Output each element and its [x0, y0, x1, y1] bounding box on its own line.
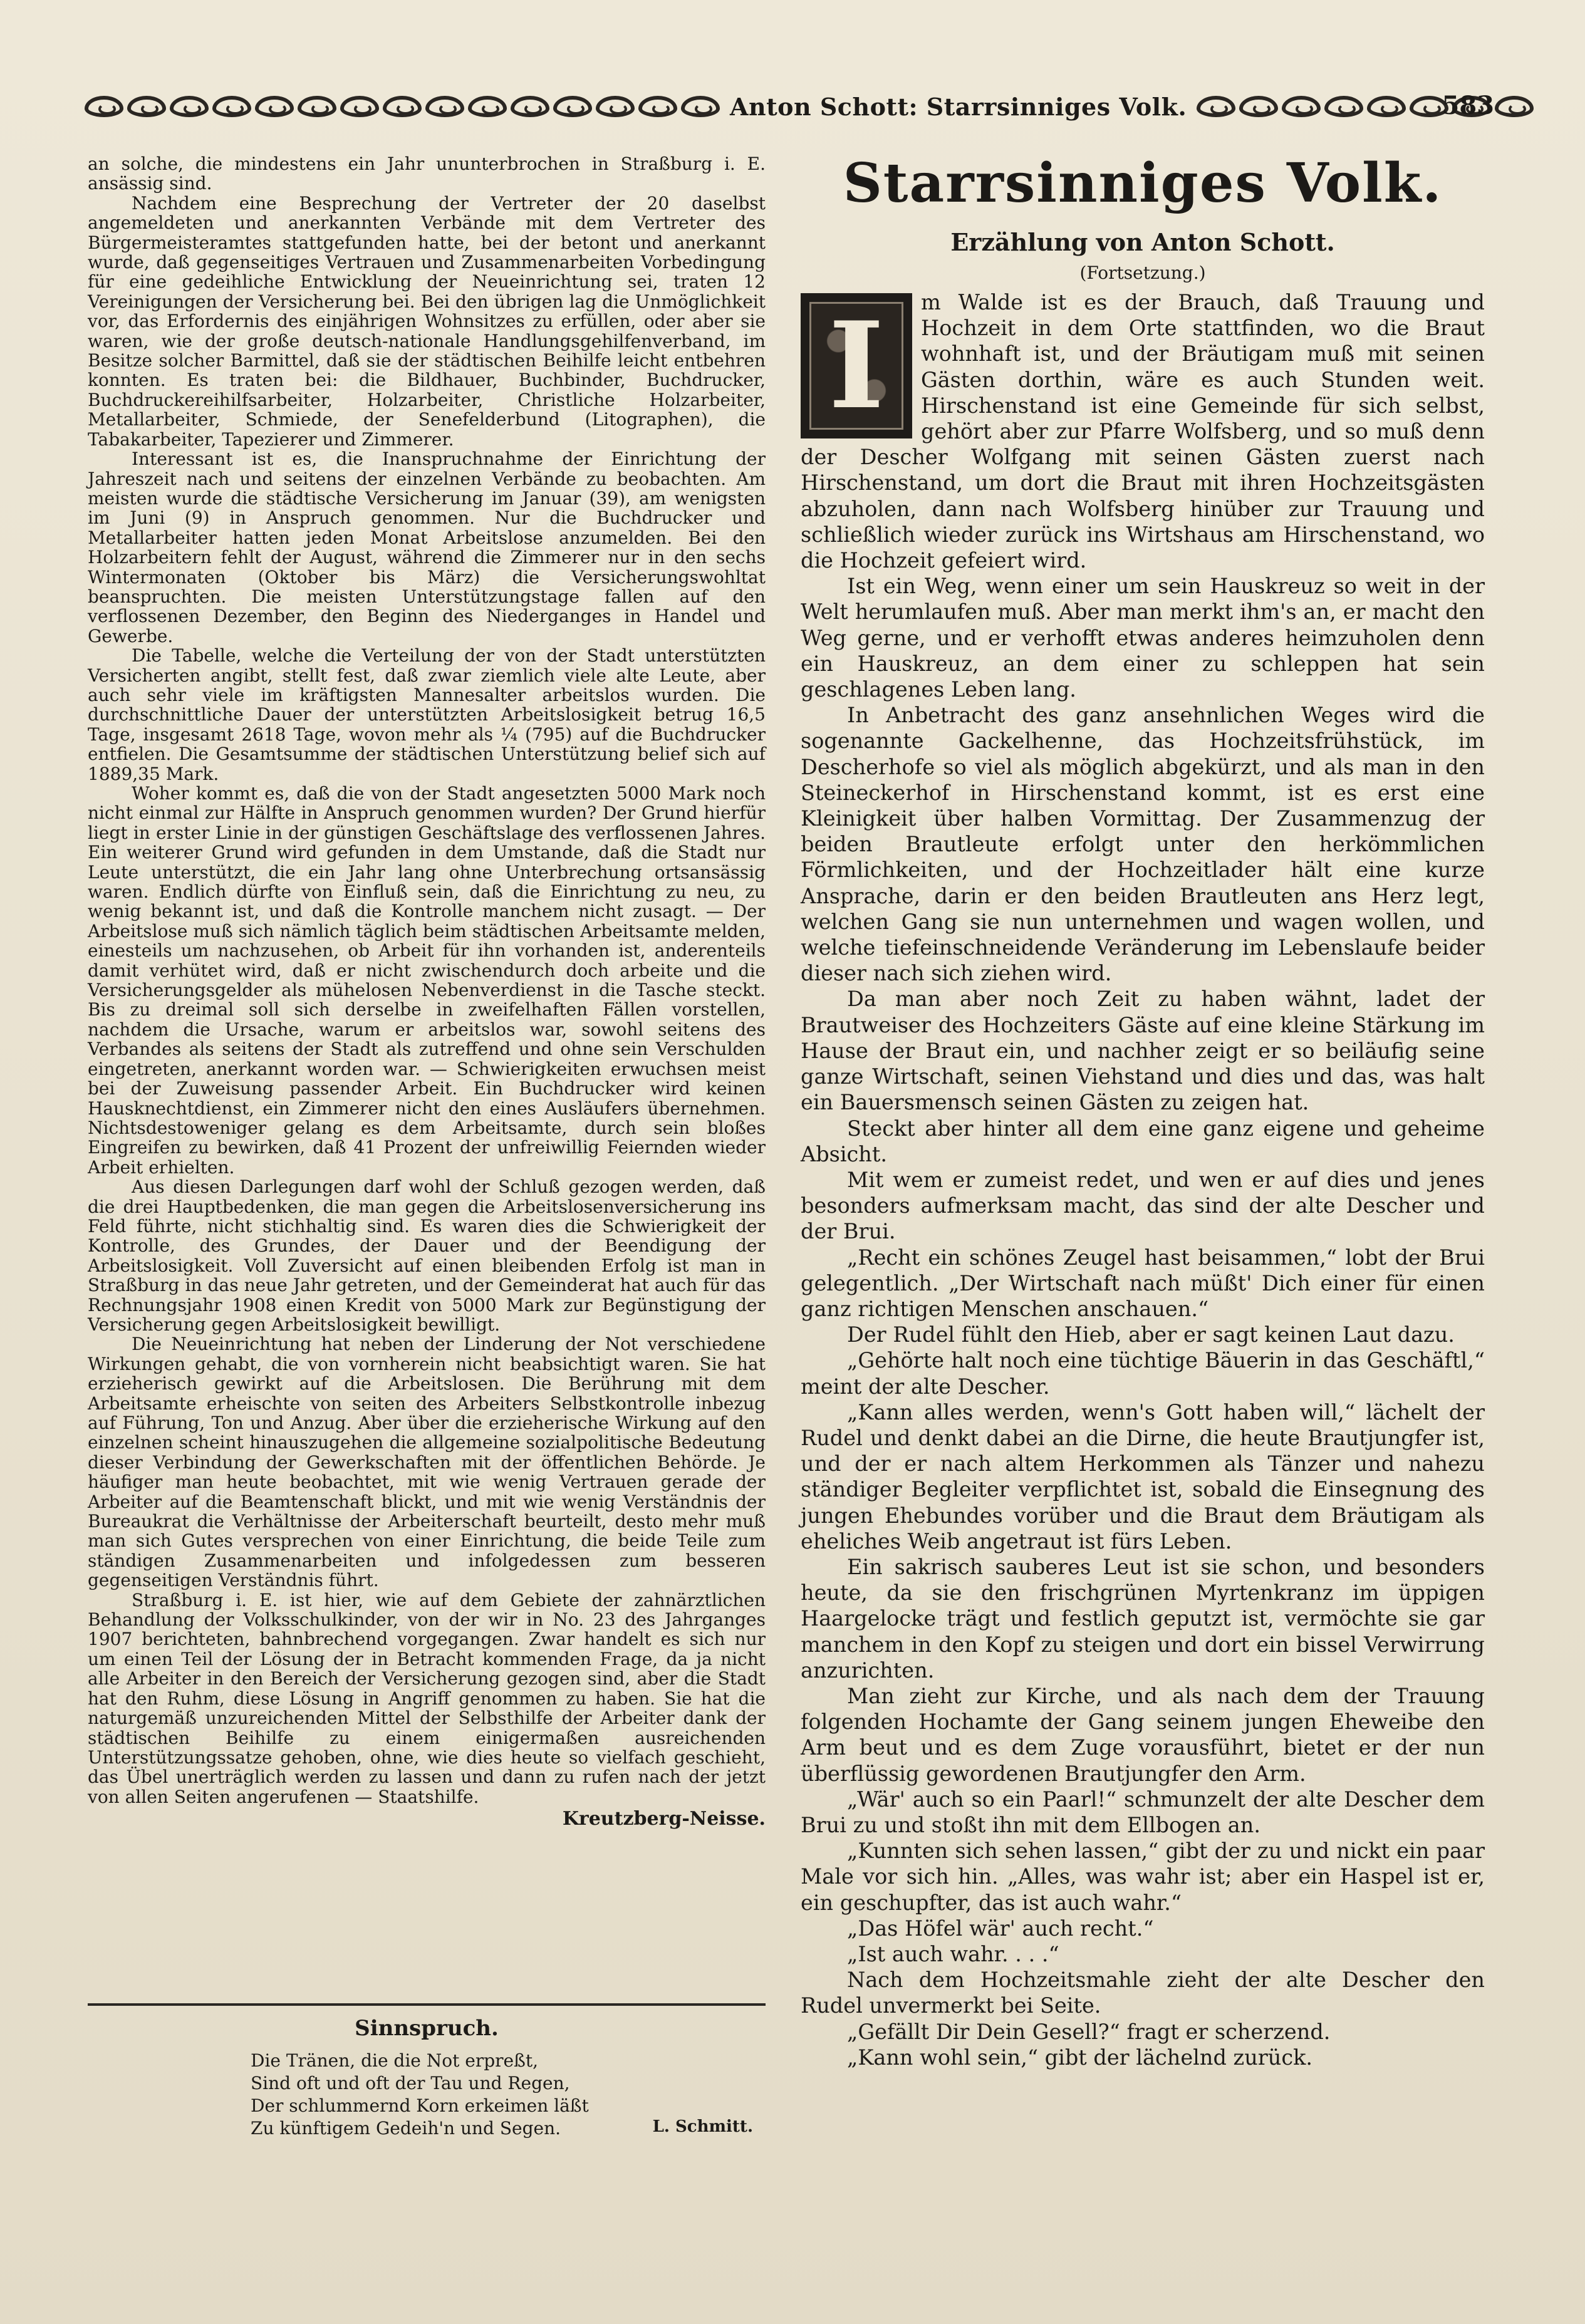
header-ornament-left: [85, 96, 720, 117]
scroll-ornament-icon: [468, 96, 507, 117]
article-paragraph: Woher kommt es, daß die von der Stadt angesetzten 5000 Mark noch nicht einmal zur Hälfte in Anspruch genommen wurden? Der Grund hierfür liegt in erster Linie in der günstigen Geschäftslage des verflossenen Jahres. Ein weiterer Grund wird gefunden in dem Umstande, daß die Stadt nur Leute unterstützt, die ein Jahr lang ohne Unterbrechung ortsansässig waren. Endlich dürfte von Einfluß sein, daß die Einrichtung zu neu, zu wenig bekannt ist, und daß die Kontrolle manchem nicht zusagt. — Der Arbeitslose muß sich nämlich täglich beim städtischen Arbeitsamte melden, einesteils um nachzusehen, ob Arbeit für ihn vorhanden ist, anderenteils damit verhütet wird, daß er nicht zwischendurch doch arbeite und die Versicherungsgelder als mühelosen Nebenverdienst in die Tasche steckt. Bis zu dreimal soll sich derselbe in zweifelhaften Fällen vorstellen, nachdem die Ursache, warum er arbeitslos war, sowohl seitens des Verbandes als seitens der Stadt als zutreffend und ohne sein Verschulden eingetreten, anerkannt worden war. — Schwierigkeiten erwuchsen meist bei der Zuweisung passender Arbeit. Ein Buchdrucker wird keinen Hausknechtdienst, ein Zimmerer nicht den eines Ausläufers übernehmen. Nichtsdestoweniger gelang es dem Arbeitsamte, durch sein bloßes Eingreifen zu bewirken, daß 41 Prozent der unfreiwillig Feiernden wieder Arbeit erhielten.: [88, 783, 766, 1178]
scroll-ornament-icon: [1282, 96, 1321, 117]
scroll-ornament-icon: [340, 96, 379, 117]
scroll-ornament-icon: [383, 96, 422, 117]
story-paragraph: „Gefällt Dir Dein Gesell?“ fragt er scherzend.: [847, 2019, 1331, 2044]
story-paragraph: Ein sakrisch sauberes Leut ist sie schon, und besonders heute, da sie den frischgrünen Myrtenkranz im üppigen Haargelocke trägt und festlich geputzt ist, vermöchte sie gar manchem in den Kopf zu steigen und dort ein bissel Verwirrung anzurichten.: [801, 1554, 1485, 1683]
saying-box: [88, 2016, 766, 2140]
story-paragraph: Ist ein Weg, wenn einer um sein Hauskreuz so weit in der Welt herumlaufen muß. Aber man merkt ihm's an, er macht den Weg gerne, und er verhofft etwas anderes heimzuholen denn ein Hauskreuz, an dem einer zu schleppen hat sein geschlagenes Leben lang.: [801, 574, 1485, 702]
saying-line: Die Tränen, die die Not erpreßt,: [251, 2050, 538, 2071]
article-paragraph: Interessant ist es, die Inanspruchnahme der Einrichtung der Jahreszeit nach und seitens der einzelnen Verbände zu beobachten. Am meisten wurde die städtische Versicherung im Januar (39), am wenigsten im Juni (9) in Anspruch genommen. Nur die Buchdrucker und Metallarbeiter hatten jeden Monat Arbeitslose anzumelden. Bei den Holzarbeitern fehlt der August, während die Zimmerer nur in den sechs Wintermonaten (Oktober bis März) die Versicherungswohltat beanspruchten. Die meisten Unterstützungstage fallen auf den verflossenen Dezember, den Beginn des Niederganges in Handel und Gewerbe.: [88, 449, 766, 646]
article-paragraph: Aus diesen Darlegungen darf wohl der Schluß gezogen werden, daß die drei Hauptbedenken, die man gegen die Arbeitslosenversicherung ins Feld führte, nicht stichhaltig sind. Es waren dies die Schwierigkeit der Kontrolle, des Grundes, der Dauer und der Beendigung der Arbeitslosigkeit. Voll Zuversicht auf einen bleibenden Erfolg ist man in Straßburg in das neue Jahr getreten, und der Gemeinderat hat auch für das Rechnungsjahr 1908 einen Kredit von 5000 Mark zur Begünstigung der Versicherung gegen Arbeitslosigkeit bewilligt.: [88, 1176, 766, 1335]
story-paragraph: Mit wem er zumeist redet, und wen er auf dies und jenes besonders aufmerksam macht, das sind der alte Descher und der Brui.: [801, 1167, 1485, 1244]
story-body: [801, 289, 1485, 2070]
story-continuation-note: (Fortsetzung.): [1079, 262, 1206, 283]
story-paragraph: „Kann wohl sein,“ gibt der lächelnd zurück.: [847, 2045, 1313, 2070]
scroll-ornament-icon: [511, 96, 549, 117]
story-column-right: [801, 149, 1485, 2070]
section-divider: [88, 2003, 766, 2006]
saying-author: L. Schmitt.: [652, 2117, 753, 2136]
scroll-ornament-icon: [596, 96, 635, 117]
saying-line: Zu künftigem Gedeih'n und Segen.: [251, 2118, 561, 2139]
scroll-ornament-icon: [1367, 96, 1406, 117]
scroll-ornament-icon: [425, 96, 464, 117]
story-paragraph: m Walde ist es der Brauch, daß Trauung und Hochzeit in dem Orte stattfinden, wo die Braut wohnhaft ist, und der Bräutigam muß mit seinen Gästen dorthin, wäre es auch Stunden weit. Hirschenstand ist eine Gemeinde für sich selbst, gehört aber zur Pfarre Wolfsberg, und so muß denn der Descher Wolfgang mit seinen Gästen zuerst nach Hirschenstand, um dort die Braut mit ihren Hochzeitsgästen abzuholen, dann nach Wolfsberg hinüber zur Trauung und schließlich wieder zurück ins Wirtshaus am Hirschenstand, wo die Hochzeit gefeiert wird.: [801, 290, 1485, 573]
scroll-ornament-icon: [1324, 96, 1363, 117]
article-author: Kreutzberg-Neisse.: [562, 1808, 766, 1830]
story-paragraph: Man zieht zur Kirche, und als nach dem der Trauung folgenden Hochamte der Gang seinem jungen Eheweibe den Arm beut und es dem Zuge vorausführt, bietet er der nun überflüssig gewordenen Brautjungfer den Arm.: [801, 1683, 1485, 1786]
scroll-ornament-icon: [170, 96, 209, 117]
article-paragraph: Die Neueinrichtung hat neben der Linderung der Not verschiedene Wirkungen gehabt, die von vornherein nicht beabsichtigt waren. Sie hat erzieherisch gewirkt auf die Arbeitslosen. Die Berührung mit dem Arbeitsamte erheischte von seiten des Arbeiters Selbstkontrolle inbezug auf Führung, Ton und Anzug. Aber über die erzieherische Wirkung auf den einzelnen scheint hinauszugehen die allgemeine sozialpolitische Bedeutung dieser Verbindung der Gewerkschaften mit der öffentlichen Behörde. Je häufiger man heute beobachtet, mit wie wenig Vertrauen gerade der Arbeiter auf die Beamtenschaft blickt, und mit wie wenig Verständnis der Bureaukrat die Verhältnisse der Arbeiterschaft beurteilt, desto mehr muß man sich Gutes versprechen von einer Einrichtung, die beide Teile zum ständigen Zusammenarbeiten und infolgedessen zum besseren gegenseitigen Verständnis führt.: [88, 1334, 766, 1591]
page-number: 583: [1442, 91, 1494, 120]
story-paragraph: „Kunnten sich sehen lassen,“ gibt der zu und nickt ein paar Male vor sich hin. „Alles, was wahr ist; aber ein Haspel ist er, ein geschupfter, das ist auch wahr.“: [801, 1839, 1485, 1915]
scroll-ornament-icon: [553, 96, 592, 117]
story-title: Starrsinniges Volk.: [843, 152, 1443, 215]
scroll-ornament-icon: [298, 96, 336, 117]
story-paragraph: „Wär' auch so ein Paarl!“ schmunzelt der alte Descher dem Brui zu und stoßt ihn mit dem Ellbogen an.: [801, 1787, 1485, 1837]
story-paragraph: „Kann alles werden, wenn's Gott haben will,“ lächelt der Rudel und denkt dabei an die Dirne, die heute Brautjungfer ist, und der er nach altem Herkommen als Tänzer und nahezu ständiger Begleiter verpflichtet ist, sobald die Einsegnung des jungen Ehebundes vorüber und die Braut dem Bräutigam als eheliches Weib angetraut ist fürs Leben.: [801, 1399, 1485, 1554]
article-column-left: [88, 154, 766, 1829]
saying-title: Sinnspruch.: [355, 2016, 499, 2041]
saying-line: Sind oft und oft der Tau und Regen,: [251, 2073, 570, 2093]
article-paragraph: Nachdem eine Besprechung der Vertreter der 20 daselbst angemeldeten und anerkannten Verbände mit dem Vertreter des Bürgermeisteramtes stattgefunden hatte, bei der betont und anerkannt wurde, daß gegenseitiges Vertrauen und Zusammenarbeiten Vorbedingung für eine gedeihliche Entwicklung der Neueinrichtung sei, traten 12 Vereinigungen der Versicherung bei. Bei den übrigen lag die Unmöglichkeit vor, das Erfordernis des einjährigen Wohnsitzes zu erfüllen, oder aber sie waren, wie der große deutsch-nationale Handlungsgehilfenverband, im Besitze solcher Barmittel, daß sie der städtischen Beihilfe leicht entbehren konnten. Es traten bei: die Bildhauer, Buchbinder, Buchdrucker, Buchdruckereihilfsarbeiter, Holzarbeiter, Christliche Holzarbeiter, Metallarbeiter, Schmiede, der Senefelderbund (Litographen), die Tabakarbeiter, Tapezierer und Zimmerer.: [88, 192, 766, 450]
story-paragraph: Nach dem Hochzeitsmahle zieht der alte Descher den Rudel unvermerkt bei Seite.: [801, 1968, 1485, 2018]
story-paragraph: „Ist auch wahr. . . .“: [847, 1942, 1059, 1966]
story-paragraph: „Das Höfel wär' auch recht.“: [847, 1916, 1154, 1941]
article-paragraph: an solche, die mindestens ein Jahr ununterbrochen in Straßburg i. E. ansässig sind.: [88, 153, 766, 194]
scroll-ornament-icon: [1239, 96, 1278, 117]
scroll-ornament-icon: [255, 96, 294, 117]
story-subtitle: Erzählung von Anton Schott.: [950, 228, 1335, 256]
page-header: [85, 91, 1494, 122]
scroll-ornament-icon: [638, 96, 677, 117]
saying-line: Der schlummernd Korn erkeimen läßt: [251, 2095, 589, 2116]
dropcap-initial: [801, 293, 912, 438]
article-paragraph: Die Tabelle, welche die Verteilung der von der Stadt unterstützten Versicherten angibt, stellt fest, daß zwar ziemlich viele alte Leute, aber auch sehr viele im kräftigsten Mannesalter arbeitslos wurden. Die durchschnittliche Dauer der unterstützten Arbeitslosigkeit betrug 16,5 Tage, insgesamt 2618 Tage, wovon mehr als ¼ (795) auf die Buchdrucker entfielen. Die Gesamtsumme der städtischen Unterstützung belief sich auf 1889,35 Mark.: [88, 645, 766, 784]
story-paragraph: „Gehörte halt noch eine tüchtige Bäuerin in das Geschäftl,“ meint der alte Descher.: [801, 1348, 1485, 1399]
story-paragraph: In Anbetracht des ganz ansehnlichen Weges wird die sogenannte Gackelhenne, das Hochzeitsfrühstück, im Descherhofe so viel als möglich abgekürzt, und als man in den Steineckerhof in Hirschenstand kommt, ist es erst eine Kleinigkeit über halben Vormittag. Der Zusammenzug der beiden Brautleute erfolgt unter den herkömmlichen Förmlichkeiten, und der Hochzeitlader hält eine kurze Ansprache, darin er den beiden Brautleuten ans Herz legt, welchen Gang sie nun unternehmen und wagen wollen, und welche tiefeinschneidende Veränderung im Lebenslaufe beider dieser nach sich ziehen wird.: [801, 703, 1485, 986]
story-paragraph: „Recht ein schönes Zeugel hast beisammen,“ lobt der Brui gelegentlich. „Der Wirtschaft nach müßt' Dich einer für einen ganz richtigen Menschen anschauen.“: [801, 1245, 1485, 1321]
story-paragraph: Steckt aber hinter all dem eine ganz eigene und geheime Absicht.: [801, 1116, 1485, 1166]
scroll-ornament-icon: [85, 96, 123, 117]
story-paragraph: Der Rudel fühlt den Hieb, aber er sagt keinen Laut dazu.: [847, 1322, 1455, 1347]
scroll-ornament-icon: [1495, 96, 1534, 117]
scroll-ornament-icon: [681, 96, 720, 117]
dropcap-letter: I: [828, 296, 885, 436]
scroll-ornament-icon: [212, 96, 251, 117]
article-paragraph: Straßburg i. E. ist hier, wie auf dem Gebiete der zahnärztlichen Behandlung der Volksschulkinder, von der wir in No. 23 des Jahrganges 1907 berichteten, bahnbrechend vorgegangen. Zwar handelt es sich nur um einen Teil der Lösung der in Betracht kommenden Frage, da ja nicht alle Arbeiter in den Bereich der Versicherung gezogen sind, aber die Stadt hat den Ruhm, diese Lösung in Angriff genommen zu haben. Sie hat die naturgemäß unzureichenden Mittel der Selbsthilfe der Arbeiter dank der städtischen Beihilfe zu einem einigermaßen ausreichenden Unterstützungssatze gehoben, ohne, wie dies heute so vielfach geschieht, das Übel unerträglich werden zu lassen und dann zu rufen nach der jetzt von allen Seiten angerufenen — Staatshilfe.: [88, 1589, 766, 1807]
running-title: Anton Schott: Starrsinniges Volk.: [730, 92, 1187, 121]
scroll-ornament-icon: [127, 96, 166, 117]
story-paragraph: Da man aber noch Zeit zu haben wähnt, ladet der Brautweiser des Hochzeiters Gäste auf eine kleine Stärkung im Hause der Braut ein, und nachher zeigt er so beiläufig seine ganze Wirtschaft, seinen Viehstand und dies und das, was halt ein Bauersmensch seinen Gästen zu zeigen hat.: [801, 987, 1485, 1115]
scroll-ornament-icon: [1197, 96, 1235, 117]
